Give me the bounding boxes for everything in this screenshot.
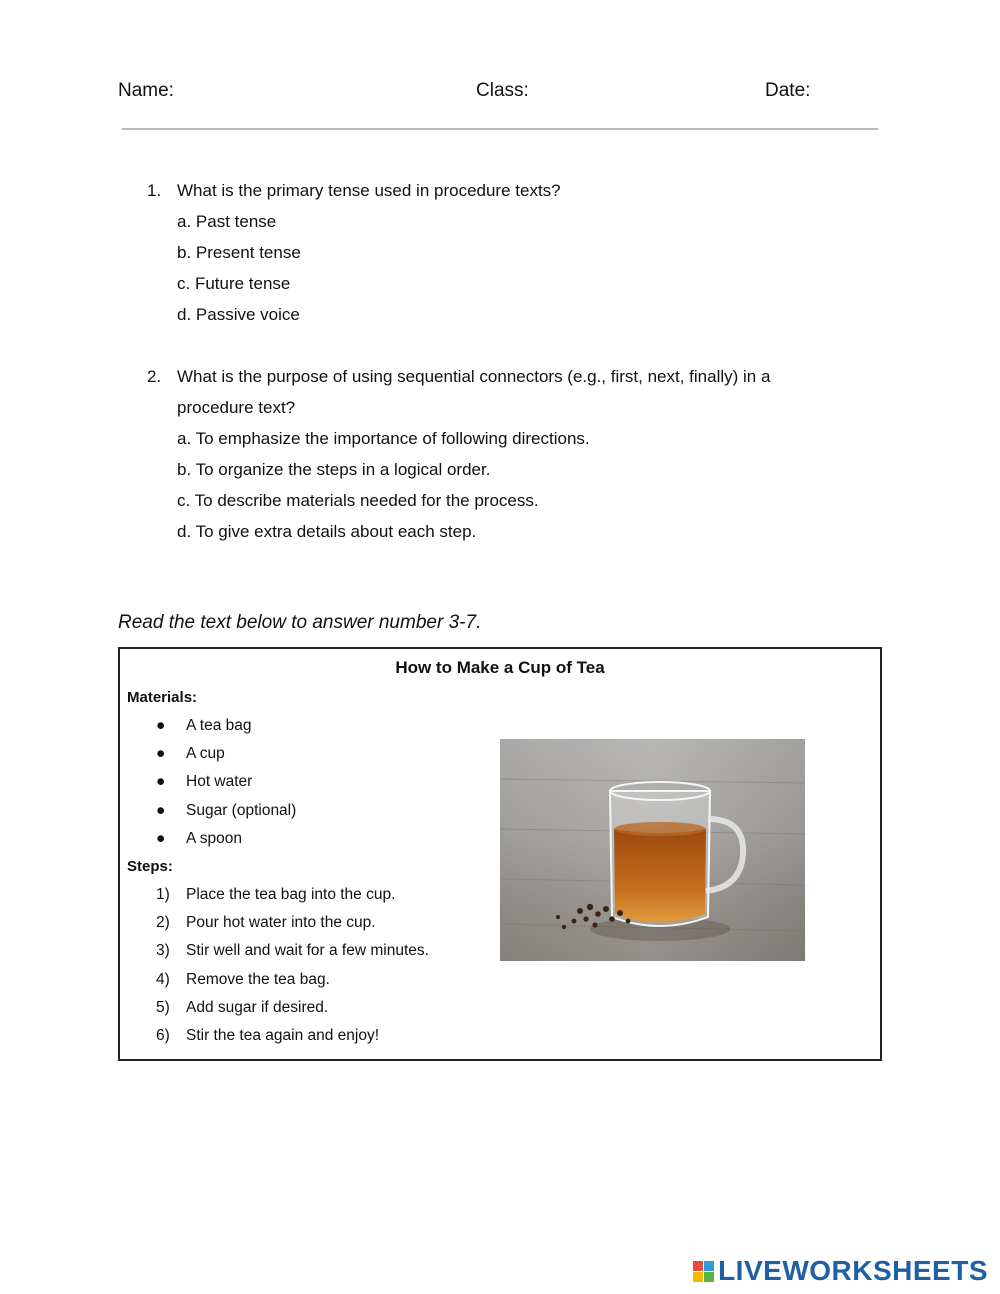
tea-cup-photo [500,739,805,961]
question-number: 2. [147,367,162,386]
header-divider [122,128,878,130]
logo-tiles-icon [693,1261,714,1282]
bullet: ● [156,801,166,819]
option-a[interactable]: a. Past tense [177,212,277,231]
option-d[interactable]: d. To give extra details about each step. [177,522,477,541]
list-item: 2) Pour hot water into the cup. [156,914,376,932]
steps-list [156,886,429,1055]
list-item: ● A tea bag [156,717,252,734]
list-item: 4) Remove the tea bag. [156,970,330,988]
class-label: Class: [476,80,529,101]
bullet: ● [156,717,166,734]
tea-cup-illustration [500,739,805,961]
question-number: 1. [147,181,162,200]
bullet: ● [156,745,166,763]
option-d[interactable]: d. Passive voice [177,305,300,324]
procedure-text-box [118,647,882,1061]
reading-instruction: Read the text below to answer number 3-7. [118,612,482,633]
date-label: Date: [765,80,811,101]
list-item: ● Sugar (optional) [156,801,297,819]
list-item: 6) Stir the tea again and enjoy! [156,1026,380,1044]
option-b[interactable]: b. To organize the steps in a logical order. [177,460,491,479]
procedure-title: How to Make a Cup of Tea [395,658,605,677]
materials-heading: Materials: [127,689,198,706]
option-c[interactable]: c. Future tense [177,274,291,293]
question-text: What is the purpose of using sequential connectors (e.g., first, next, finally) in a procedure text? [177,367,771,417]
option-a[interactable]: a. To emphasize the importance of following directions. [177,429,590,448]
list-item: 3) Stir well and wait for a few minutes. [156,942,429,960]
question-1 [147,175,837,330]
steps-heading: Steps: [127,858,173,875]
logo-wordmark: LIVEWORKSHEETS [718,1255,988,1286]
bullet: ● [156,829,166,847]
list-item: ● Hot water [156,773,253,791]
list-item: ● A spoon [156,829,243,847]
list-item: ● A cup [156,745,225,763]
list-item: 1) Place the tea bag into the cup. [156,886,396,903]
option-b[interactable]: b. Present tense [177,243,301,262]
list-item: 5) Add sugar if desired. [156,998,329,1016]
question-2 [147,361,837,547]
option-c[interactable]: c. To describe materials needed for the process. [177,491,539,510]
question-text: What is the primary tense used in procedure texts? [177,181,561,200]
liveworksheets-logo [693,1255,988,1287]
bullet: ● [156,773,166,791]
name-label: Name: [118,80,174,101]
materials-list [156,717,296,858]
